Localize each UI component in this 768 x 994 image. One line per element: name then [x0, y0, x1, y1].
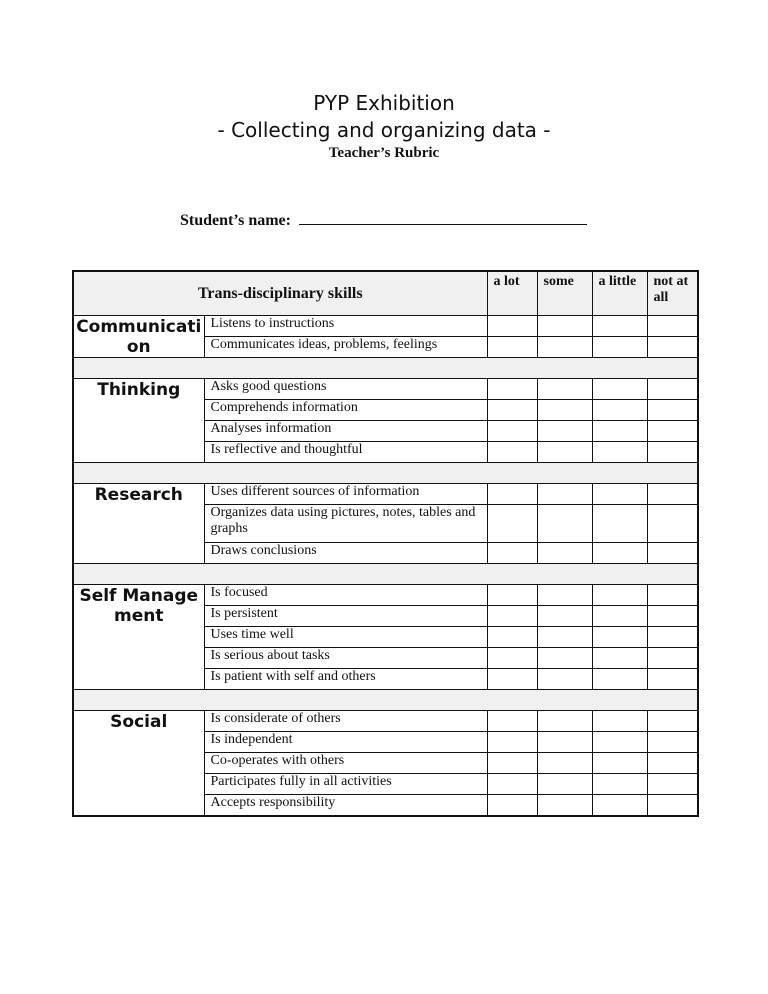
table-row	[73, 711, 698, 732]
column-header-some: some	[537, 271, 592, 316]
rating-cell-not-at-all[interactable]	[647, 316, 698, 337]
student-name-blank-line[interactable]	[299, 210, 587, 225]
rating-cell-some[interactable]	[537, 442, 592, 463]
rating-cell-not-at-all[interactable]	[647, 627, 698, 648]
table-header-row	[73, 271, 698, 316]
rating-cell-a-little[interactable]	[592, 732, 647, 753]
rating-cell-not-at-all[interactable]	[647, 337, 698, 358]
rating-cell-not-at-all[interactable]	[647, 484, 698, 505]
rating-cell-not-at-all[interactable]	[647, 648, 698, 669]
rating-cell-a-little[interactable]	[592, 484, 647, 505]
category-label: Research	[73, 484, 204, 564]
section-spacer-cell	[73, 690, 698, 711]
table-row	[73, 484, 698, 505]
section-spacer-cell	[73, 463, 698, 484]
rubric-subtitle: Teacher’s Rubric	[328, 145, 440, 161]
rating-cell-not-at-all[interactable]	[647, 543, 698, 564]
skill-label: Is considerate of others	[204, 711, 487, 732]
rating-cell-a-lot[interactable]	[487, 669, 537, 690]
rating-cell-a-lot[interactable]	[487, 400, 537, 421]
rating-cell-some[interactable]	[537, 627, 592, 648]
section-spacer-row	[73, 463, 698, 484]
section-spacer-cell	[73, 564, 698, 585]
category-label: Communication	[73, 316, 204, 358]
rating-cell-a-little[interactable]	[592, 774, 647, 795]
rating-cell-some[interactable]	[537, 732, 592, 753]
skill-label: Uses time well	[204, 627, 487, 648]
skill-label: Listens to instructions	[204, 316, 487, 337]
rating-cell-some[interactable]	[537, 316, 592, 337]
column-header-a-little: a little	[592, 271, 647, 316]
rating-cell-some[interactable]	[537, 400, 592, 421]
student-name-label: Student’s name:	[180, 212, 291, 229]
rating-cell-a-little[interactable]	[592, 543, 647, 564]
column-header-not-at-all: not at all	[647, 271, 698, 316]
rating-cell-a-lot[interactable]	[487, 732, 537, 753]
rating-cell-a-lot[interactable]	[487, 774, 537, 795]
rating-cell-some[interactable]	[537, 421, 592, 442]
student-name-field	[180, 210, 587, 231]
rating-cell-a-little[interactable]	[592, 337, 647, 358]
column-header-skills: Trans-disciplinary skills	[73, 271, 487, 316]
category-label: Self Management	[73, 585, 204, 690]
skill-label: Is focused	[204, 585, 487, 606]
rating-cell-a-little[interactable]	[592, 711, 647, 732]
skill-label: Is persistent	[204, 606, 487, 627]
rating-cell-some[interactable]	[537, 543, 592, 564]
skill-label: Comprehends information	[204, 400, 487, 421]
rating-cell-a-lot[interactable]	[487, 711, 537, 732]
rating-cell-a-lot[interactable]	[487, 484, 537, 505]
rating-cell-a-lot[interactable]	[487, 442, 537, 463]
rating-cell-a-lot[interactable]	[487, 543, 537, 564]
table-row	[73, 316, 698, 337]
rating-cell-not-at-all[interactable]	[647, 585, 698, 606]
rating-cell-a-lot[interactable]	[487, 337, 537, 358]
rating-cell-not-at-all[interactable]	[647, 711, 698, 732]
skill-label: Uses different sources of information	[204, 484, 487, 505]
skill-label: Asks good questions	[204, 379, 487, 400]
rating-cell-a-little[interactable]	[592, 379, 647, 400]
rating-cell-a-lot[interactable]	[487, 421, 537, 442]
rating-cell-a-little[interactable]	[592, 585, 647, 606]
skill-label: Is independent	[204, 732, 487, 753]
rating-cell-not-at-all[interactable]	[647, 732, 698, 753]
rating-cell-some[interactable]	[537, 753, 592, 774]
skill-label: Draws conclusions	[204, 543, 487, 564]
rating-cell-not-at-all[interactable]	[647, 795, 698, 817]
rating-cell-a-little[interactable]	[592, 505, 647, 543]
rating-cell-some[interactable]	[537, 379, 592, 400]
section-spacer-row	[73, 690, 698, 711]
category-label: Thinking	[73, 379, 204, 463]
rating-cell-not-at-all[interactable]	[647, 774, 698, 795]
table-row	[73, 379, 698, 400]
rating-cell-a-little[interactable]	[592, 400, 647, 421]
rating-cell-a-little[interactable]	[592, 795, 647, 817]
rating-cell-a-little[interactable]	[592, 421, 647, 442]
skill-label: Communicates ideas, problems, feelings	[204, 337, 487, 358]
rating-cell-a-lot[interactable]	[487, 585, 537, 606]
rating-cell-not-at-all[interactable]	[647, 400, 698, 421]
section-spacer-row	[73, 358, 698, 379]
category-label: Social	[73, 711, 204, 817]
rating-cell-a-little[interactable]	[592, 648, 647, 669]
skill-label: Participates fully in all activities	[204, 774, 487, 795]
section-spacer-cell	[73, 358, 698, 379]
rating-cell-a-lot[interactable]	[487, 627, 537, 648]
rating-cell-a-lot[interactable]	[487, 795, 537, 817]
rating-cell-some[interactable]	[537, 585, 592, 606]
rating-cell-some[interactable]	[537, 774, 592, 795]
skill-label: Analyses information	[204, 421, 487, 442]
rating-cell-not-at-all[interactable]	[647, 505, 698, 543]
page-title: PYP Exhibition	[313, 91, 455, 115]
rating-cell-some[interactable]	[537, 337, 592, 358]
rating-cell-a-little[interactable]	[592, 753, 647, 774]
rating-cell-a-lot[interactable]	[487, 753, 537, 774]
rating-cell-a-little[interactable]	[592, 606, 647, 627]
rating-cell-not-at-all[interactable]	[647, 442, 698, 463]
table-row	[73, 585, 698, 606]
rating-cell-a-lot[interactable]	[487, 606, 537, 627]
rating-cell-a-little[interactable]	[592, 669, 647, 690]
skill-label: Accepts responsibility	[204, 795, 487, 817]
page-title-subheading: - Collecting and organizing data -	[217, 118, 551, 142]
rating-cell-a-little[interactable]	[592, 442, 647, 463]
rating-cell-some[interactable]	[537, 505, 592, 543]
rating-cell-not-at-all[interactable]	[647, 753, 698, 774]
rating-cell-a-lot[interactable]	[487, 505, 537, 543]
rating-cell-some[interactable]	[537, 669, 592, 690]
rubric-table	[72, 270, 699, 817]
rating-cell-some[interactable]	[537, 648, 592, 669]
rating-cell-some[interactable]	[537, 484, 592, 505]
section-spacer-row	[73, 564, 698, 585]
skill-label: Is patient with self and others	[204, 669, 487, 690]
rating-cell-not-at-all[interactable]	[647, 669, 698, 690]
rating-cell-not-at-all[interactable]	[647, 606, 698, 627]
rating-cell-a-lot[interactable]	[487, 316, 537, 337]
rating-cell-not-at-all[interactable]	[647, 421, 698, 442]
rating-cell-some[interactable]	[537, 795, 592, 817]
rating-cell-a-lot[interactable]	[487, 379, 537, 400]
column-header-a-lot: a lot	[487, 271, 537, 316]
rating-cell-a-little[interactable]	[592, 627, 647, 648]
rating-cell-a-little[interactable]	[592, 316, 647, 337]
skill-label: Organizes data using pictures, notes, tables and graphs	[204, 505, 487, 543]
rating-cell-some[interactable]	[537, 606, 592, 627]
skill-label: Is serious about tasks	[204, 648, 487, 669]
rating-cell-not-at-all[interactable]	[647, 379, 698, 400]
rating-cell-a-lot[interactable]	[487, 648, 537, 669]
rubric-table-body	[73, 271, 698, 816]
rating-cell-some[interactable]	[537, 711, 592, 732]
skill-label: Is reflective and thoughtful	[204, 442, 487, 463]
skill-label: Co-operates with others	[204, 753, 487, 774]
